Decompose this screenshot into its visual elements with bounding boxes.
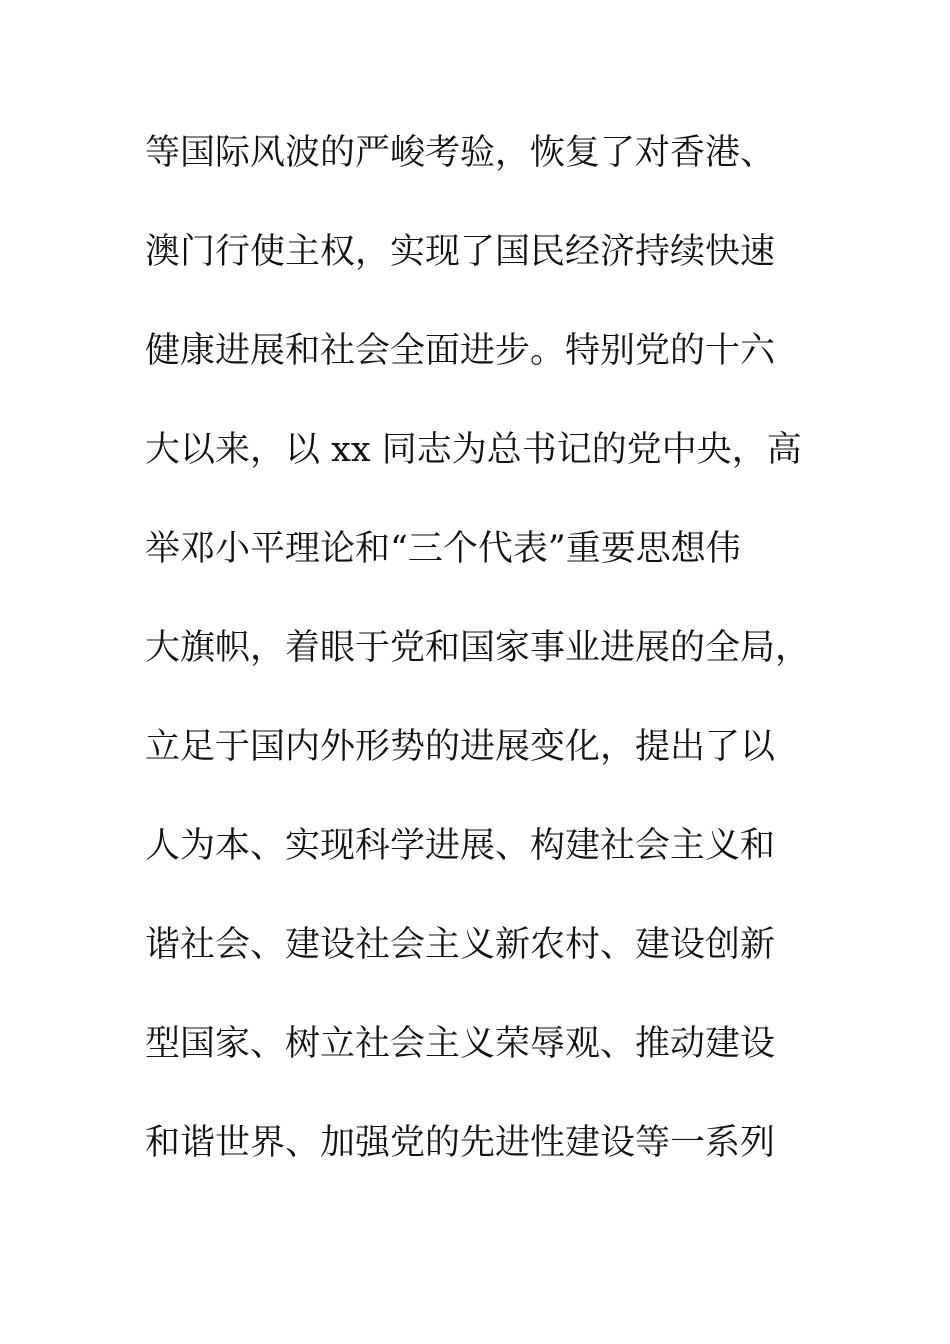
body-paragraph <box>145 118 845 1207</box>
text-line: 健康进展和社会全面进步。特别党的十六 <box>145 331 776 371</box>
text-line: 大旗帜，着眼于党和国家事业进展的全局， <box>145 628 811 668</box>
text-line: 人为本、实现科学进展、构建社会主义和 <box>145 826 776 866</box>
text-line: 大以来，以 xx 同志为总书记的党中央，高 <box>145 430 802 470</box>
text-line: 和谐世界、加强党的先进性建设等一系列 <box>145 1123 776 1163</box>
text-line: 澳门行使主权，实现了国民经济持续快速 <box>145 232 776 272</box>
text-line: 型国家、树立社会主义荣辱观、推动建设 <box>145 1024 776 1064</box>
text-line: 谐社会、建设社会主义新农村、建设创新 <box>145 925 776 965</box>
text-line: 立足于国内外形势的进展变化，提出了以 <box>145 727 776 767</box>
text-line: 举邓小平理论和“三个代表”重要思想伟 <box>145 529 741 569</box>
text-line: 等国际风波的严峻考验，恢复了对香港、 <box>145 133 776 173</box>
